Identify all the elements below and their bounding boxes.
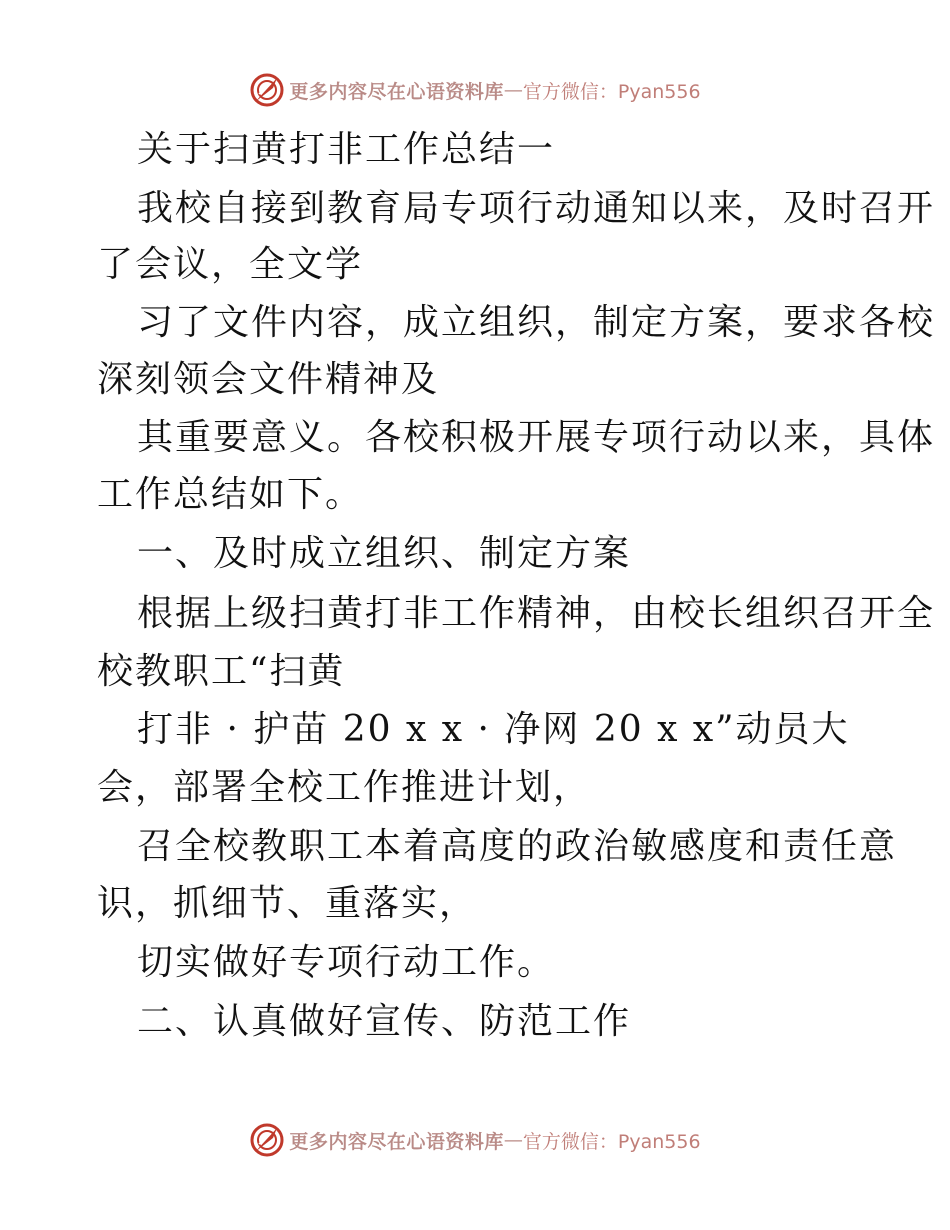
paragraph-line: 工作总结如下。 <box>97 474 364 515</box>
paragraph-line: 习了文件内容，成立组织，制定方案，要求各校 <box>137 302 936 343</box>
paragraph-line: 深刻领会文件精神及 <box>97 359 440 400</box>
paragraph-line: 识，抓细节、重落实， <box>97 883 478 924</box>
footer-banner <box>0 1120 950 1160</box>
banner-wechat-text: 官方微信：Pyan556 <box>522 80 701 103</box>
section-heading: 一、及时成立组织、制定方案 <box>137 533 632 574</box>
section-heading: 二、认真做好宣传、防范工作 <box>137 1001 632 1042</box>
banner-wechat-text: 官方微信：Pyan556 <box>522 1130 701 1153</box>
paragraph-line: 切实做好专项行动工作。 <box>137 942 556 983</box>
banner-dash: — <box>503 79 523 101</box>
paragraph-line: 召全校教职工本着高度的政治敏感度和责任意 <box>137 826 898 867</box>
paragraph-line: 了会议，全文学 <box>97 244 364 285</box>
banner-dash: — <box>503 1129 523 1151</box>
paragraph-line: 根据上级扫黄打非工作精神，由校长组织召开全 <box>137 593 936 634</box>
quill-logo-icon <box>249 72 285 108</box>
paragraph-line: 会，部署全校工作推进计划， <box>97 767 592 808</box>
header-banner <box>0 70 950 110</box>
document-title: 关于扫黄打非工作总结一 <box>137 129 556 170</box>
paragraph-line: 校教职工“扫黄 <box>97 651 346 692</box>
paragraph-line: 打非 · 护苗 20 x x · 净网 20 x x”动员大 <box>137 709 850 750</box>
paragraph-line: 我校自接到教育局专项行动通知以来，及时召开 <box>137 188 936 229</box>
paragraph-line: 其重要意义。各校积极开展专项行动以来，具体 <box>137 417 936 458</box>
banner-promo-text: 更多内容尽在心语资料库 <box>289 80 504 103</box>
banner-promo-text: 更多内容尽在心语资料库 <box>289 1130 504 1153</box>
quill-logo-icon <box>249 1122 285 1158</box>
